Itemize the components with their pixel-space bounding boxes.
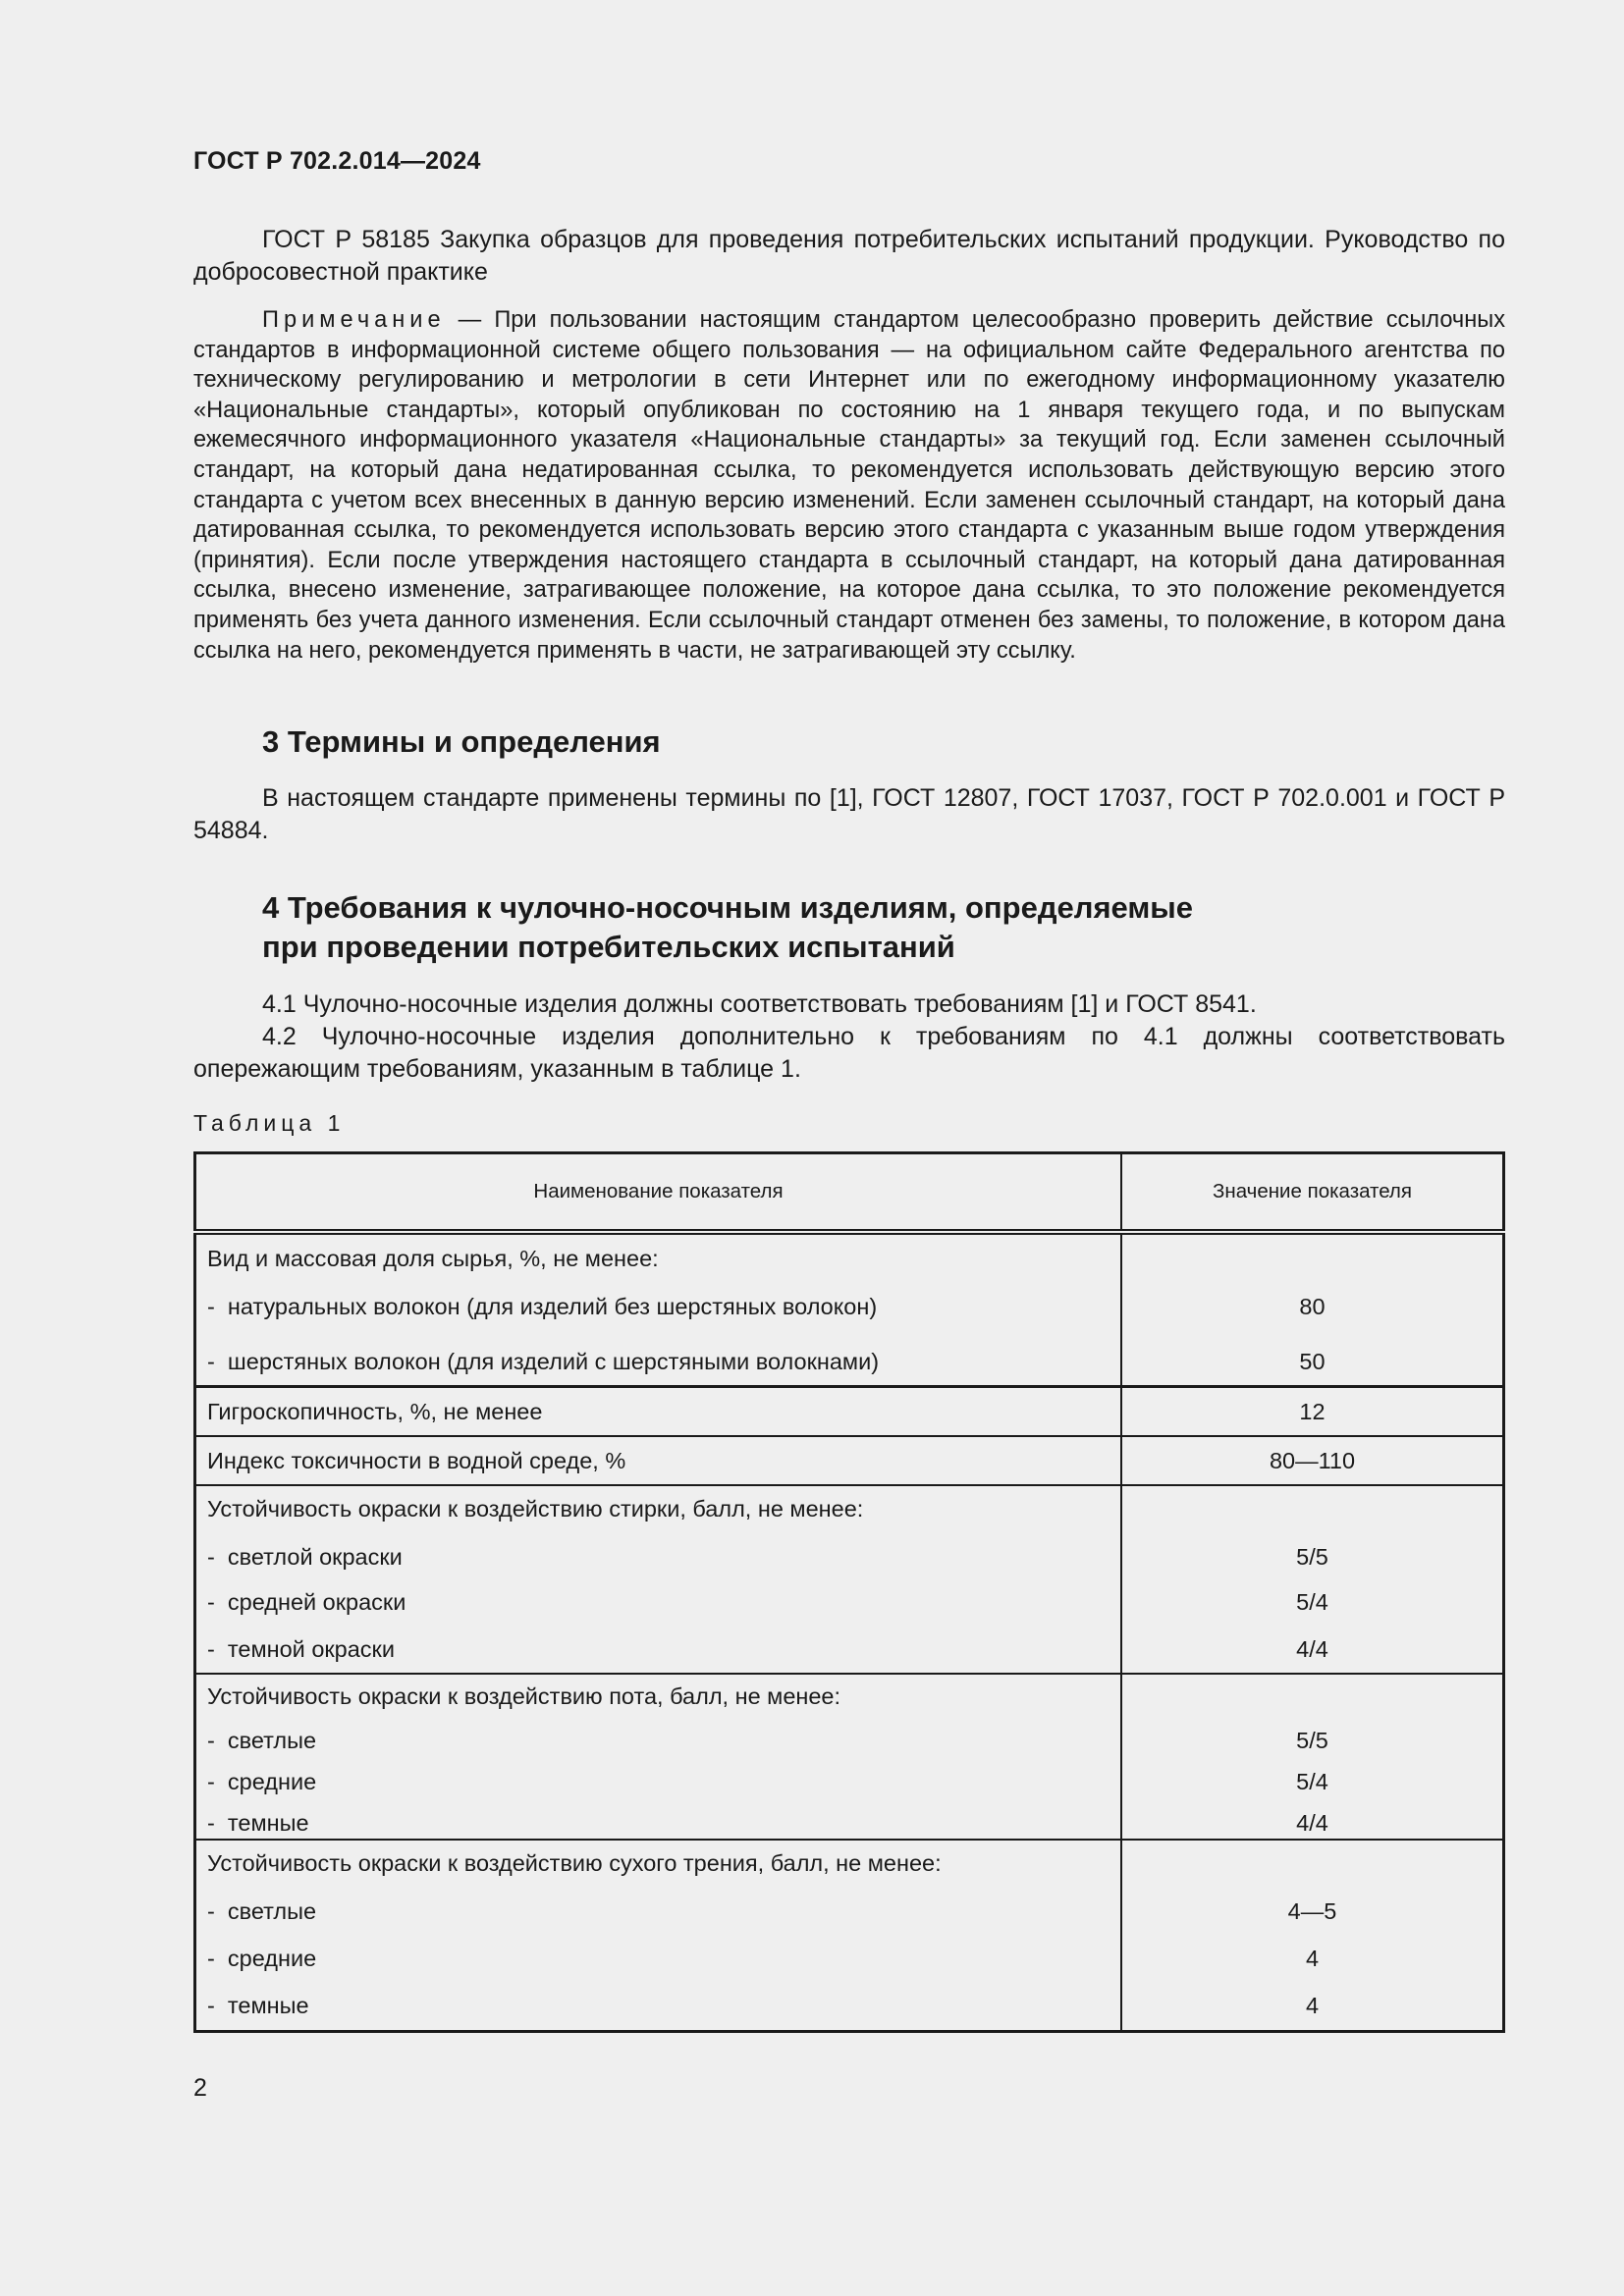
table-row bbox=[195, 1436, 1504, 1485]
row-value: 50 bbox=[1299, 1349, 1326, 1374]
row-item: - темной окраски bbox=[207, 1636, 395, 1663]
row-value: 5/5 bbox=[1296, 1728, 1328, 1753]
requirements-table bbox=[193, 1151, 1505, 2033]
row-title: Индекс токсичности в водной среде, % bbox=[195, 1436, 1122, 1485]
row-title: Устойчивость окраски к воздействию стирки, балл, не менее: bbox=[207, 1496, 864, 1522]
row-title: Вид и массовая доля сырья, %, не менее: bbox=[207, 1246, 659, 1271]
row-value: 80—110 bbox=[1121, 1436, 1504, 1485]
clause-4-1: 4.1 Чулочно-носочные изделия должны соответствовать требованиям [1] и ГОСТ 8541. bbox=[262, 990, 1257, 1018]
row-value: 4—5 bbox=[1287, 1898, 1337, 1924]
row-item: - средние bbox=[207, 1769, 316, 1795]
row-label-cell bbox=[195, 1674, 1122, 1840]
row-item: - средней окраски bbox=[207, 1589, 406, 1616]
row-item: - шерстяных волокон (для изделий с шерстяными волокнами) bbox=[207, 1349, 879, 1375]
table-header-row bbox=[195, 1153, 1504, 1233]
row-item: - средние bbox=[207, 1946, 316, 1972]
section-4-heading-line-1: 4 Требования к чулочно-носочным изделиям, определяемые bbox=[262, 890, 1194, 925]
row-item: - натуральных волокон (для изделий без шерстяных волокон) bbox=[207, 1294, 877, 1320]
column-header-indicator: Наименование показателя bbox=[195, 1153, 1122, 1233]
note-label: Примечание bbox=[262, 307, 446, 333]
section-4-heading-line-2: при проведении потребительских испытаний bbox=[262, 930, 955, 964]
row-item: - темные bbox=[207, 1993, 309, 2019]
row-title: Устойчивость окраски к воздействию пота, балл, не менее: bbox=[207, 1683, 841, 1709]
row-value: 5/4 bbox=[1296, 1769, 1328, 1794]
section-3-body: В настоящем стандарте применены термины по [1], ГОСТ 12807, ГОСТ 17037, ГОСТ Р 702.0.001 и ГОСТ Р 54884. bbox=[193, 784, 1505, 844]
row-value-cell bbox=[1121, 1840, 1504, 2032]
section-4-heading bbox=[262, 888, 1489, 967]
table-caption: Таблица 1 bbox=[193, 1110, 346, 1136]
row-label-cell bbox=[195, 1232, 1122, 1387]
table-row bbox=[195, 1387, 1504, 1437]
row-value: 4 bbox=[1305, 1993, 1320, 2018]
row-value-cell bbox=[1121, 1674, 1504, 1840]
reference-paragraph: ГОСТ Р 58185 Закупка образцов для проведения потребительских испытаний продукции. Руководство по добросовестной практике bbox=[193, 226, 1505, 286]
row-item: - светлые bbox=[207, 1898, 316, 1925]
table-row bbox=[195, 1232, 1504, 1387]
row-title: Гигроскопичность, %, не менее bbox=[195, 1387, 1122, 1437]
table-row bbox=[195, 1674, 1504, 1840]
row-value-cell bbox=[1121, 1485, 1504, 1674]
section-3-heading: 3 Термины и определения bbox=[262, 724, 661, 759]
row-value: 12 bbox=[1121, 1387, 1504, 1437]
document-code: ГОСТ Р 702.2.014—2024 bbox=[193, 147, 481, 175]
row-label-cell bbox=[195, 1840, 1122, 2032]
clause-4-2: 4.2 Чулочно-носочные изделия дополнительно к требованиям по 4.1 должны соответствовать опережающим требованиям, указанным в таблице 1. bbox=[193, 1023, 1505, 1083]
note-paragraph bbox=[193, 305, 1505, 666]
row-value: 4 bbox=[1305, 1946, 1320, 1971]
note-text: — При пользовании настоящим стандартом целесообразно проверить действие ссылочных стандартов в информационной системе общего пользования — на официальном сайте Федерального агентства по техническому регулированию и метрологии в сети Интернет или по ежегодному информационному указателю «Национальные стандарты», который опубликован по состоянию на 1 января текущего года, и по выпускам ежемесячного информационного указателя «Национальные стандарты» за текущий год. Если заменен ссылочный стандарт, на который дана недатированная ссылка, то рекомендуется использовать действующую версию этого стандарта с учетом всех внесенных в данную версию изменений. Если заменен ссылочный стандарт, на который дана датированная ссылка, то рекомендуется использовать версию этого стандарта с указанным выше годом утверждения (принятия). Если после утверждения настоящего стандарта в ссылочный стандарт, на который дана датированная ссылка, внесено изменение, затрагивающее положение, на которое дана ссылка, то это положение рекомендуется применять без учета данного изменения. Если ссылочный стандарт отменен без замены, то положение, в котором дана ссылка на него, рекомендуется применять в части, не затрагивающей эту ссылку. bbox=[193, 307, 1505, 664]
row-value: 5/5 bbox=[1296, 1544, 1328, 1570]
row-value: 80 bbox=[1299, 1294, 1326, 1319]
page-number: 2 bbox=[193, 2074, 207, 2102]
row-label-cell bbox=[195, 1485, 1122, 1674]
row-item: - светлой окраски bbox=[207, 1544, 403, 1571]
row-value-cell bbox=[1121, 1232, 1504, 1387]
row-item: - светлые bbox=[207, 1728, 316, 1754]
row-value: 5/4 bbox=[1296, 1589, 1328, 1615]
row-title: Устойчивость окраски к воздействию сухого трения, балл, не менее: bbox=[207, 1850, 942, 1876]
table-row bbox=[195, 1840, 1504, 2032]
section-4-body bbox=[193, 988, 1505, 1086]
row-value: 4/4 bbox=[1296, 1636, 1328, 1662]
row-item: - темные bbox=[207, 1810, 309, 1837]
column-header-value: Значение показателя bbox=[1121, 1153, 1504, 1233]
table-row bbox=[195, 1485, 1504, 1674]
row-value: 4/4 bbox=[1296, 1810, 1328, 1836]
